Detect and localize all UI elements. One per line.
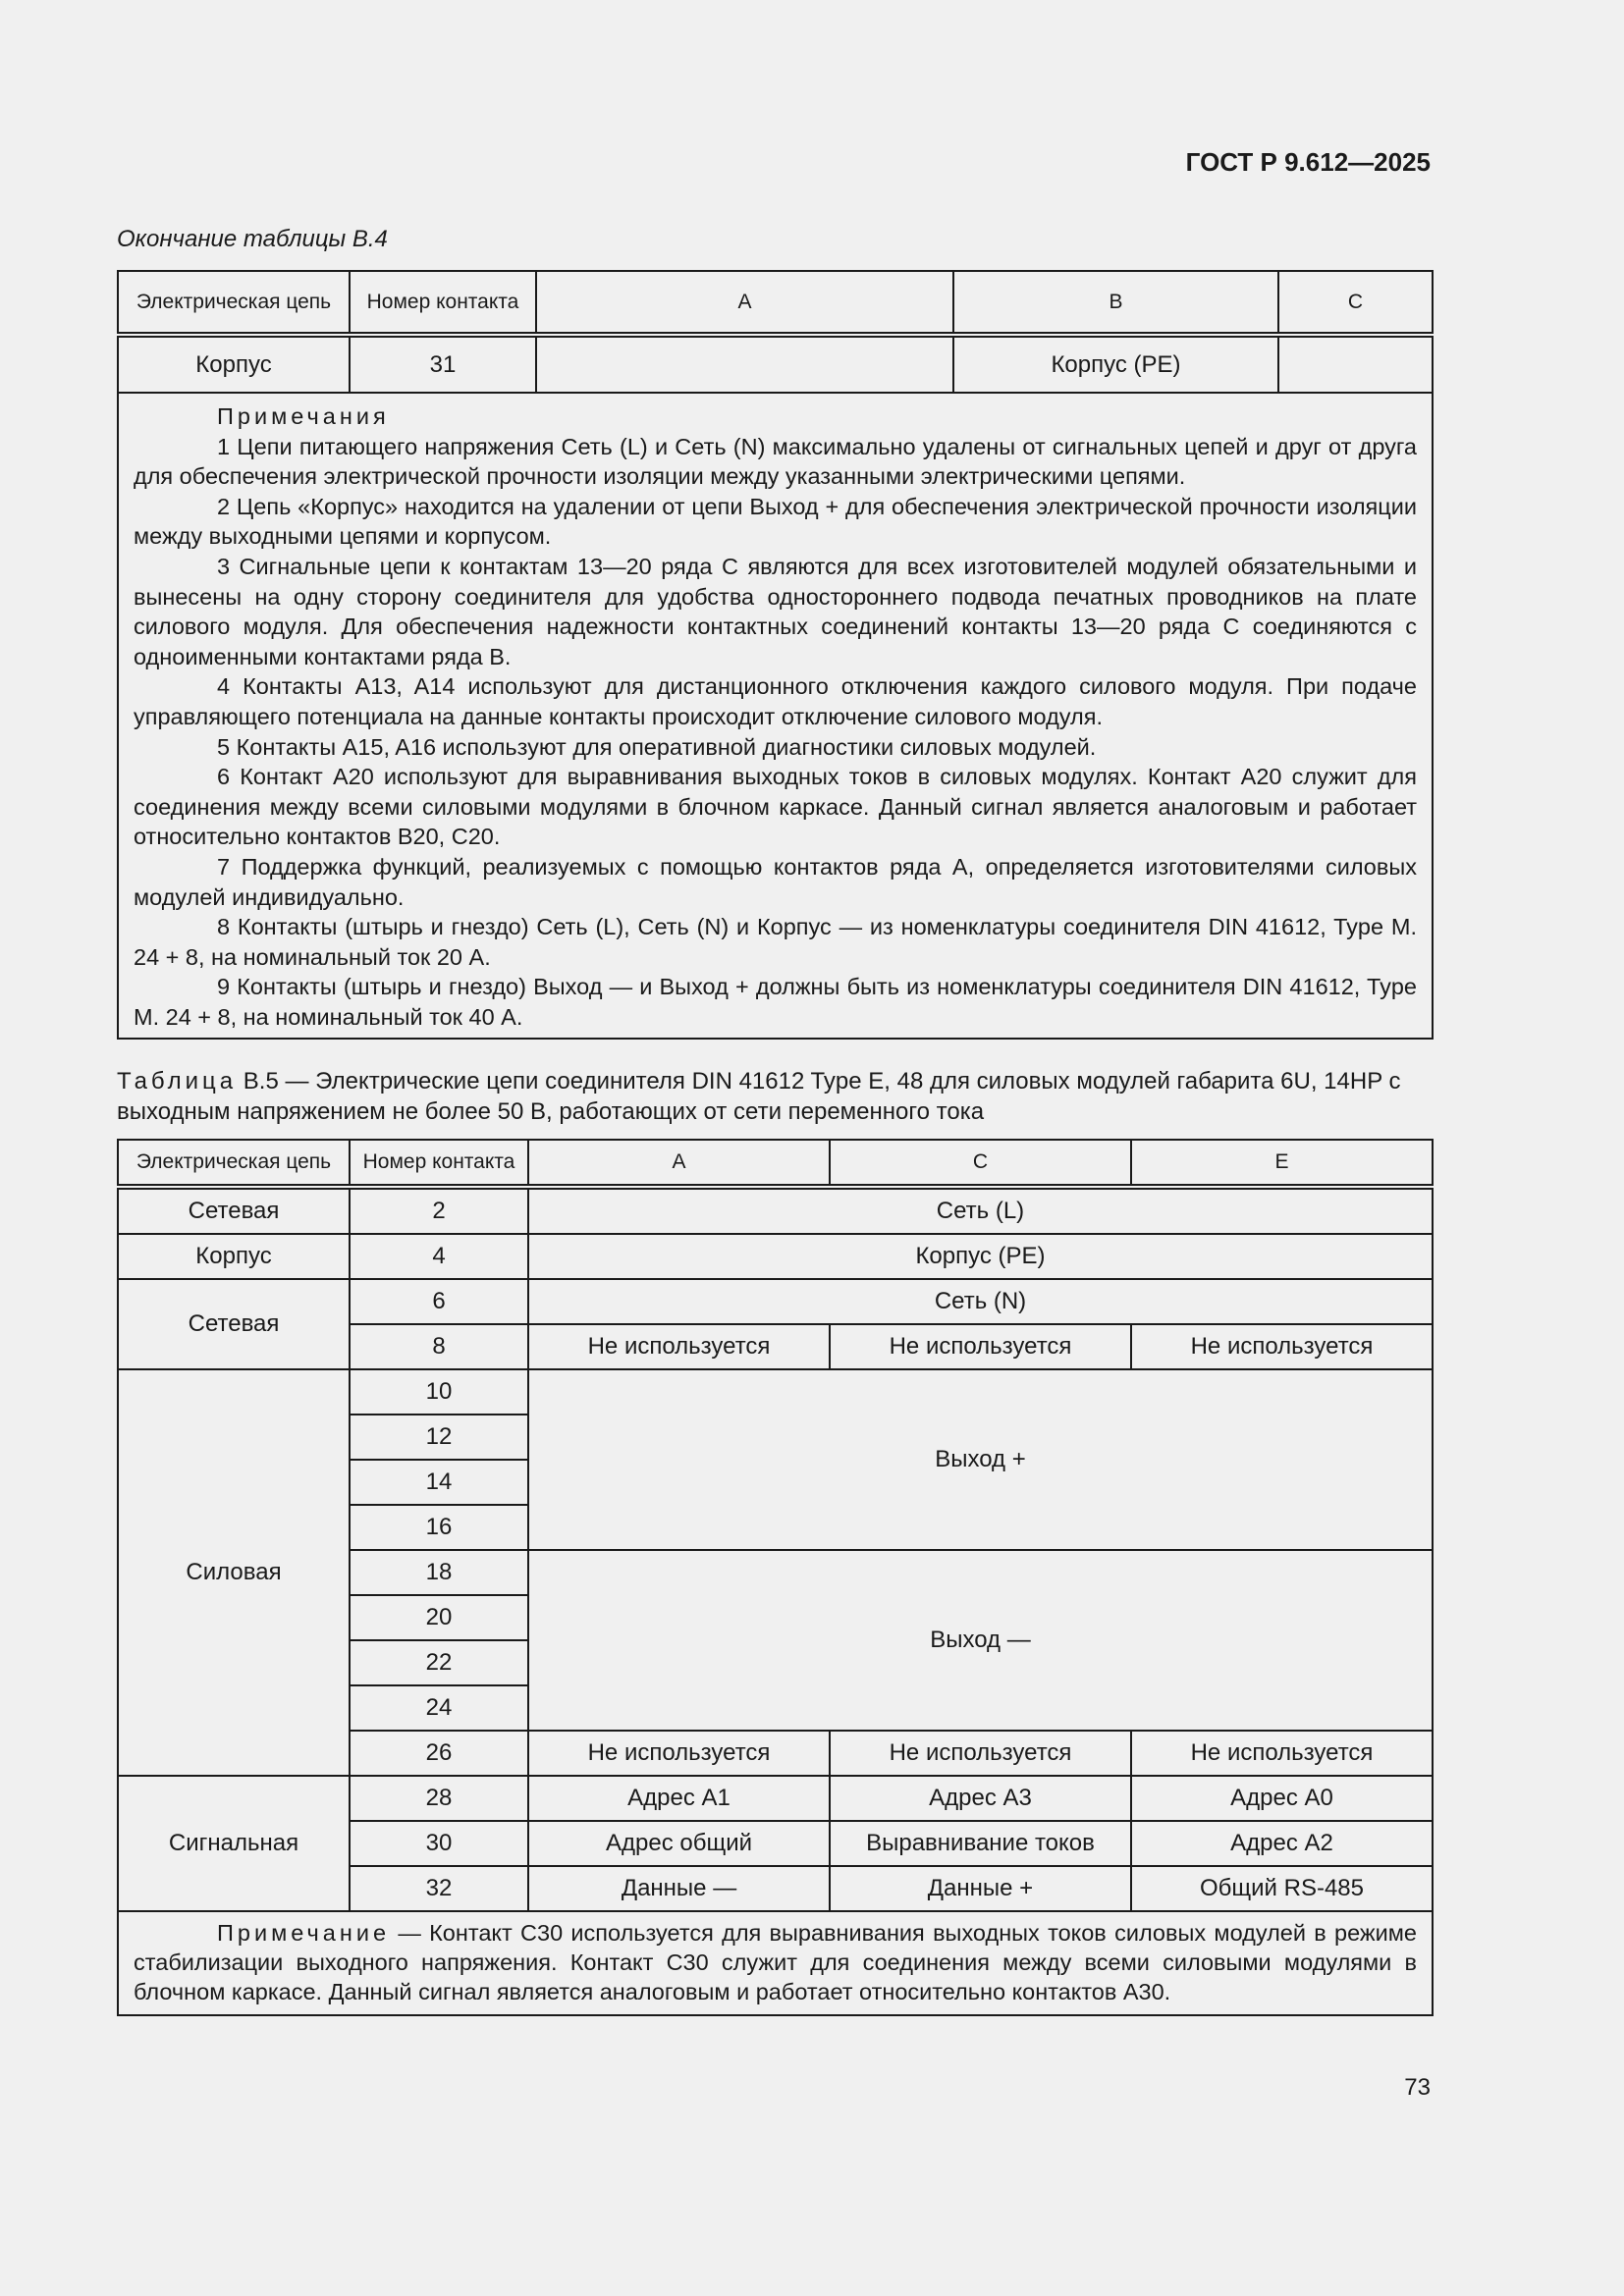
notes-title: Примечания [217,403,390,429]
merged-cell: Выход + [528,1369,1433,1550]
note-item: 1 Цепи питающего напряжения Сеть (L) и Сеть (N) максимально удалены от сигнальных цепей и друг от друга для обеспечения электрической прочности изоляции между указанными электрическими цепями. [134,433,1417,490]
value-cell: Не используется [830,1731,1131,1776]
contact-cell: 20 [350,1595,528,1640]
contact-cell: 18 [350,1550,528,1595]
column-header: A [528,1140,830,1187]
note-label: Примечание [217,1920,391,1946]
value-cell: Не используется [1131,1324,1433,1369]
caption-label: Таблица [117,1068,238,1095]
table-continuation-label: Окончание таблицы В.4 [117,226,388,252]
value-cell: Не используется [1131,1731,1433,1776]
contact-cell: 31 [350,335,536,393]
contact-cell: 2 [350,1187,528,1234]
value-cell: Не используется [528,1731,830,1776]
contact-cell: 4 [350,1234,528,1279]
column-header: Номер контакта [350,1140,528,1187]
circuit-cell: Сетевая [118,1279,350,1369]
contact-cell: 6 [350,1279,528,1324]
contact-cell: 10 [350,1369,528,1415]
note-item: 6 Контакт A20 используют для выравнивания выходных токов в силовых модулях. Контакт A20 служит для соединения между всеми силовыми модулями в блочном каркасе. Данный сигнал является аналоговым и работает относительно контактов B20, C20. [134,764,1417,850]
notes-row [118,393,1433,1039]
table-note [118,1911,1433,2015]
column-header: B [953,271,1278,335]
note-item: 8 Контакты (штырь и гнездо) Сеть (L), Сеть (N) и Корпус — из номенклатуры соединителя DIN 41612, Type M. 24 + 8, на номинальный ток 20 А. [134,914,1417,970]
row-b-cell: Корпус (PE) [953,335,1278,393]
contact-cell: 30 [350,1821,528,1866]
value-cell: Общий RS-485 [1131,1866,1433,1911]
row-a-cell [536,335,953,393]
merged-cell: Выход — [528,1550,1433,1731]
value-cell: Данные + [830,1866,1131,1911]
note-item: 5 Контакты A15, A16 используют для оперативной диагностики силовых модулей. [217,733,1097,760]
table-header-row [118,271,1433,335]
value-cell: Выравнивание токов [830,1821,1131,1866]
value-cell: Не используется [830,1324,1131,1369]
merged-cell: Корпус (PE) [528,1234,1433,1279]
table-row [118,1187,1433,1234]
table-header-row [118,1140,1433,1187]
document-code: ГОСТ Р 9.612—2025 [1185,147,1431,177]
column-header: C [830,1140,1131,1187]
column-header: A [536,271,953,335]
note-text: — Контакт С30 используется для выравнивания выходных токов силовых модулей в режиме стабилизации выходного напряжения. Контакт С30 служит для соединения между всеми силовыми модулями в блочном каркасе. Данный сигнал является аналоговым и работает относительно контактов А30. [134,1920,1417,2004]
contact-cell: 14 [350,1460,528,1505]
table-row [118,1279,1433,1324]
contact-cell: 22 [350,1640,528,1685]
note-item: 3 Сигнальные цепи к контактам 13—20 ряда С являются для всех изготовителей модулей обязательными и вынесены на одну сторону соединителя для удобства одностороннего подвода печатных проводников на плате силового модуля. Для обеспечения надежности контактных соединений контакты 13—20 ряда С соединяются с одноименными контактами ряда В. [134,553,1417,669]
value-cell: Адрес A3 [830,1776,1131,1821]
circuit-cell: Корпус [118,335,350,393]
notes-block [118,393,1433,1039]
column-header: E [1131,1140,1433,1187]
note-item: 4 Контакты A13, A14 используют для дистанционного отключения каждого силового модуля. При подаче управляющего потенциала на данные контакты происходит отключение силового модуля. [134,673,1417,729]
value-cell: Адрес общий [528,1821,830,1866]
value-cell: Адрес A0 [1131,1776,1433,1821]
merged-cell: Сеть (N) [528,1279,1433,1324]
merged-cell: Сеть (L) [528,1187,1433,1234]
column-header: Электрическая цепь [118,271,350,335]
circuit-cell: Корпус [118,1234,350,1279]
note-row [118,1911,1433,2015]
caption-text: В.5 — Электрические цепи соединителя DIN 41612 Type E, 48 для силовых модулей габарита 6U, 14HP с выходным напряжением не более 50 В, работающих от сети переменного тока [117,1068,1401,1125]
contact-cell: 32 [350,1866,528,1911]
column-header: C [1278,271,1433,335]
row-c-cell [1278,335,1433,393]
table-row [118,1369,1433,1415]
contact-cell: 8 [350,1324,528,1369]
note-item: 2 Цепь «Корпус» находится на удалении от цепи Выход + для обеспечения электрической прочности изоляции между выходными цепями и корпусом. [134,493,1417,550]
table-row [118,335,1433,393]
contact-cell: 28 [350,1776,528,1821]
value-cell: Адрес A1 [528,1776,830,1821]
contact-cell: 12 [350,1415,528,1460]
value-cell: Данные — [528,1866,830,1911]
note-item: 9 Контакты (штырь и гнездо) Выход — и Выход + должны быть из номенклатуры соединителя DIN 41612, Type M. 24 + 8, на номинальный ток 40 А. [134,974,1417,1030]
table-b5 [117,1139,1434,2016]
table-b4-end [117,270,1434,1040]
column-header: Электрическая цепь [118,1140,350,1187]
value-cell: Не используется [528,1324,830,1369]
contact-cell: 16 [350,1505,528,1550]
note-item: 7 Поддержка функций, реализуемых с помощью контактов ряда А, определяется изготовителями силовых модулей индивидуально. [134,853,1417,910]
circuit-cell: Сигнальная [118,1776,350,1911]
table-b5-caption [117,1066,1432,1127]
table-row [118,1776,1433,1821]
table-row [118,1234,1433,1279]
page-number: 73 [1404,2074,1431,2101]
column-header: Номер контакта [350,271,536,335]
contact-cell: 26 [350,1731,528,1776]
contact-cell: 24 [350,1685,528,1731]
circuit-cell: Сетевая [118,1187,350,1234]
value-cell: Адрес A2 [1131,1821,1433,1866]
circuit-cell: Силовая [118,1369,350,1776]
